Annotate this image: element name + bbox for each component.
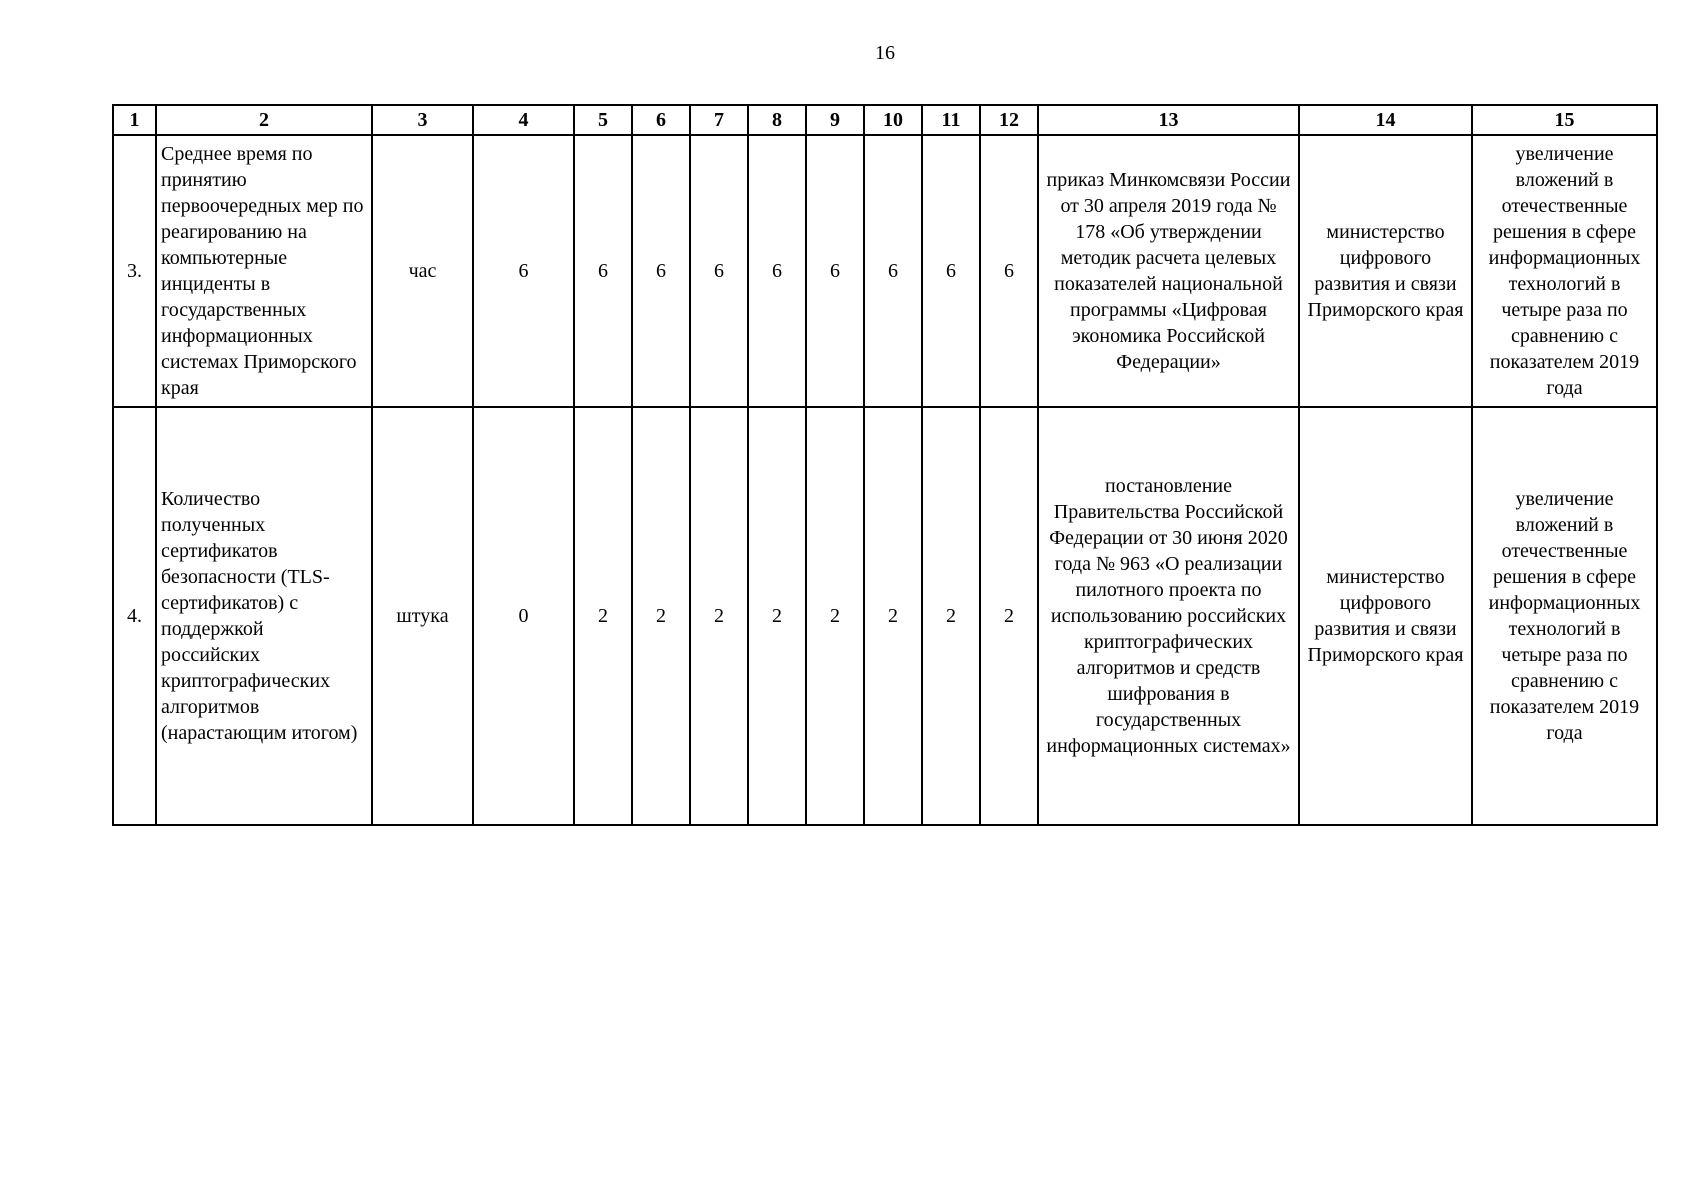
value-cell: 2 [748,407,806,825]
value-cell: 6 [473,135,574,407]
expected-result: увеличение вложений в отечественные решения в сфере информационных технологий в четыре раза по сравнению с показателем 2019 года [1472,135,1657,407]
value-cell: 6 [864,135,922,407]
indicator-name: Количество полученных сертификатов безопасности (TLS-сертификатов) с поддержкой российских криптографических алгоритмов (нарастающим итогом) [156,407,372,825]
value-cell: 2 [980,407,1038,825]
column-header: 15 [1472,105,1657,135]
table-row [113,135,1657,407]
legal-document: приказ Минкомсвязи России от 30 апреля 2019 года № 178 «Об утверждении методик расчета целевых показателей национальной программы «Цифровая экономика Российской Федерации» [1038,135,1299,407]
column-header: 10 [864,105,922,135]
expected-result: увеличение вложений в отечественные решения в сфере информационных технологий в четыре раза по сравнению с показателем 2019 года [1472,407,1657,825]
value-cell: 6 [806,135,864,407]
responsible-body: министерство цифрового развития и связи Приморского края [1299,407,1472,825]
indicator-name: Среднее время по принятию первоочередных мер по реагированию на компьютерные инциденты в государственных информационных системах Приморского края [156,135,372,407]
value-cell: 2 [690,407,748,825]
column-header: 6 [632,105,690,135]
row-number: 3. [113,135,156,407]
responsible-body: министерство цифрового развития и связи Приморского края [1299,135,1472,407]
column-header: 12 [980,105,1038,135]
page-number: 16 [875,42,895,64]
column-header: 4 [473,105,574,135]
value-cell: 6 [632,135,690,407]
value-cell: 6 [690,135,748,407]
value-cell: 2 [806,407,864,825]
unit: штука [372,407,473,825]
indicators-table [112,104,1658,826]
column-header: 3 [372,105,473,135]
value-cell: 2 [574,407,632,825]
row-number: 4. [113,407,156,825]
column-header: 13 [1038,105,1299,135]
value-cell: 2 [864,407,922,825]
column-header: 9 [806,105,864,135]
header-row [113,105,1657,135]
legal-document: постановление Правительства Российской Федерации от 30 июня 2020 года № 963 «О реализации пилотного проекта по использованию российских криптографических алгоритмов и средств шифрования в государственных информационных системах» [1038,407,1299,825]
value-cell: 6 [980,135,1038,407]
column-header: 11 [922,105,980,135]
column-header: 1 [113,105,156,135]
unit: час [372,135,473,407]
value-cell: 2 [922,407,980,825]
column-header: 2 [156,105,372,135]
value-cell: 6 [922,135,980,407]
column-header: 8 [748,105,806,135]
column-header: 14 [1299,105,1472,135]
value-cell: 6 [748,135,806,407]
column-header: 5 [574,105,632,135]
column-header: 7 [690,105,748,135]
value-cell: 0 [473,407,574,825]
value-cell: 2 [632,407,690,825]
value-cell: 6 [574,135,632,407]
table-row [113,407,1657,825]
